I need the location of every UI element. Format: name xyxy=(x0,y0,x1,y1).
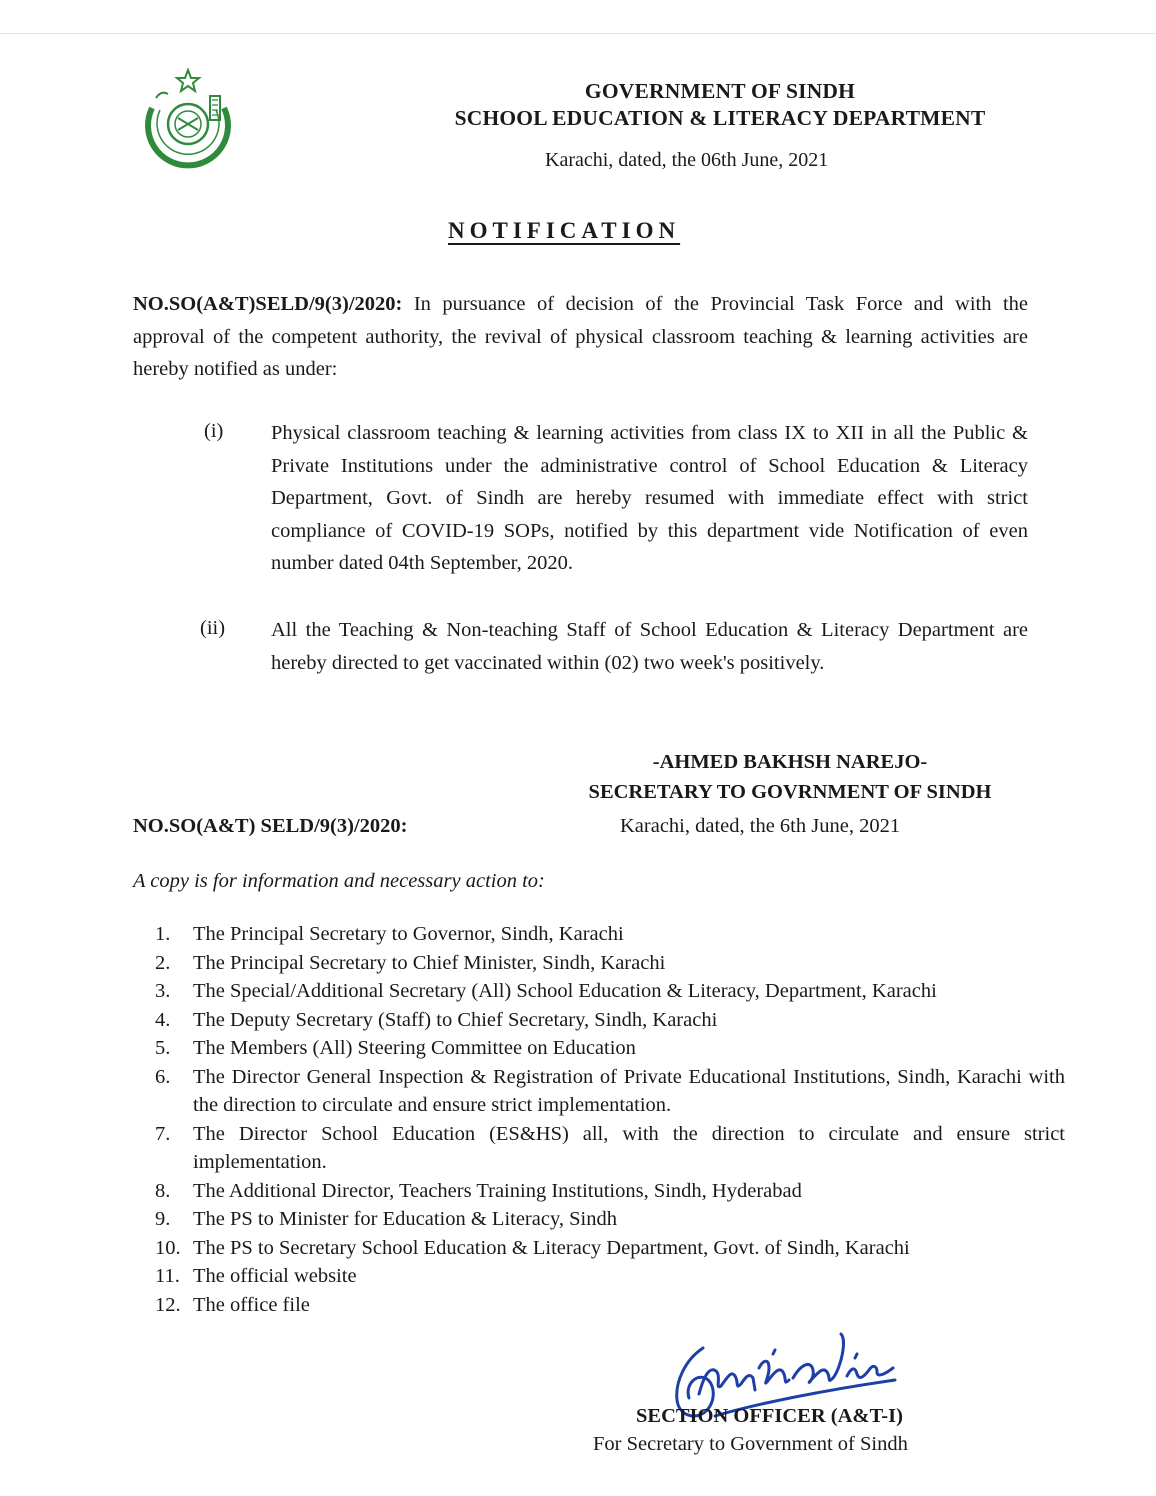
list-item-number: 12. xyxy=(155,1293,181,1316)
list-item xyxy=(155,1063,1065,1120)
list-item-number: 9. xyxy=(155,1208,171,1230)
department-header-line2: SCHOOL EDUCATION & LITERACY DEPARTMENT xyxy=(454,106,986,130)
section-officer-for-line: For Secretary to Government of Sindh xyxy=(593,1433,908,1455)
list-item xyxy=(155,1262,1065,1291)
list-item-text: The Principal Secretary to Chief Minister, Sindh, Karachi xyxy=(193,951,666,974)
intro-paragraph xyxy=(133,288,1028,386)
distribution-list xyxy=(155,920,1065,1319)
page-top-edge xyxy=(0,33,1156,34)
notification-title: NOTIFICATION xyxy=(448,218,681,243)
item-2-number: (ii) xyxy=(200,617,226,639)
list-item xyxy=(155,977,1065,1006)
list-item xyxy=(155,1006,1065,1035)
list-item-number: 2. xyxy=(155,951,171,974)
list-item-number: 11. xyxy=(155,1265,180,1287)
secretary-title: SECRETARY TO GOVRNMENT OF SINDH xyxy=(588,781,992,803)
list-item xyxy=(155,1234,1065,1263)
list-item-number: 6. xyxy=(155,1065,171,1088)
list-item-number: 8. xyxy=(155,1179,171,1202)
intro-ref-number: NO.SO(A&T)SELD/9(3)/2020: xyxy=(133,293,403,315)
notification-date: Karachi, dated, the 06th June, 2021 xyxy=(545,149,829,171)
secretary-name: -AHMED BAKHSH NAREJO- xyxy=(652,751,928,773)
list-item-number: 3. xyxy=(155,980,171,1002)
list-item-text: The PS to Minister for Education & Literacy, Sindh xyxy=(193,1208,617,1230)
list-item-number: 5. xyxy=(155,1037,171,1059)
list-item-text: The Additional Director, Teachers Training Institutions, Sindh, Hyderabad xyxy=(193,1179,802,1202)
list-item-text: The Deputy Secretary (Staff) to Chief Secretary, Sindh, Karachi xyxy=(193,1008,718,1031)
government-of-sindh-seal xyxy=(138,68,238,172)
list-item-text: The Director School Education (ES&HS) all, with the direction to circulate and ensure strict implementation. xyxy=(193,1122,1065,1173)
copy-to-line: A copy is for information and necessary action to: xyxy=(133,870,545,892)
section-officer-title: SECTION OFFICER (A&T-I) xyxy=(636,1405,903,1427)
list-item-number: 10. xyxy=(155,1236,181,1259)
list-item xyxy=(155,1177,1065,1206)
list-item-text: The PS to Secretary School Education & Literacy Department, Govt. of Sindh, Karachi xyxy=(193,1236,910,1259)
list-item-text: The Principal Secretary to Governor, Sindh, Karachi xyxy=(193,923,624,945)
list-item xyxy=(155,1120,1065,1177)
list-item-text: The Director General Inspection & Registration of Private Educational Institutions, Sindh, Karachi with the direction to circulate and ensure strict implementation. xyxy=(193,1065,1065,1116)
list-item xyxy=(155,1205,1065,1234)
list-item xyxy=(155,1034,1065,1063)
item-2-text: All the Teaching & Non-teaching Staff of School Education & Literacy Department are hereby directed to get vaccinated within (02) two week's positively. xyxy=(271,619,1028,674)
item-1-text: Physical classroom teaching & learning activities from class IX to XII in all the Public & Private Institutions under the administrative control of School Education & Literacy Department, Govt. of Sindh are hereby resumed with immediate effect with strict compliance of COVID-19 SOPs, notified by this department vide Notification of even number dated 04th September, 2020. xyxy=(271,422,1028,574)
list-item-text: The office file xyxy=(193,1293,310,1316)
department-header-line1: GOVERNMENT OF SINDH xyxy=(584,79,856,103)
list-item-number: 4. xyxy=(155,1008,171,1031)
list-item-number: 7. xyxy=(155,1122,171,1145)
endorsement-ref-number: NO.SO(A&T) SELD/9(3)/2020: xyxy=(133,815,408,837)
list-item xyxy=(155,1291,1065,1320)
list-item-text: The Special/Additional Secretary (All) School Education & Literacy, Department, Karachi xyxy=(193,980,937,1002)
list-item-number: 1. xyxy=(155,923,171,945)
list-item-text: The Members (All) Steering Committee on Education xyxy=(193,1037,636,1059)
list-item xyxy=(155,920,1065,949)
intro-text: In pursuance of decision of the Provincial Task Force and with the approval of the competent authority, the revival of physical classroom teaching & learning activities are hereby notified as under: xyxy=(133,293,1028,380)
item-1-number: (i) xyxy=(204,420,224,442)
list-item xyxy=(155,949,1065,978)
endorsement-date: Karachi, dated, the 6th June, 2021 xyxy=(620,815,901,837)
list-item-text: The official website xyxy=(193,1265,357,1287)
